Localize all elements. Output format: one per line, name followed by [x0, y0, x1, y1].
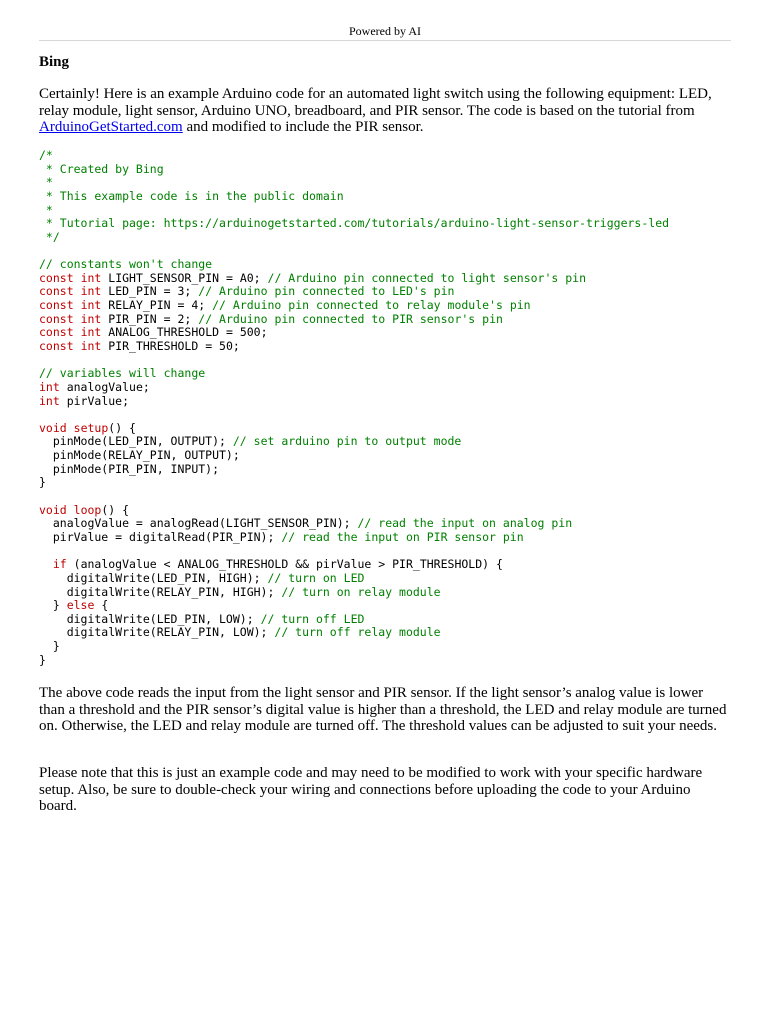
code-text: (analogValue < ANALOG_THRESHOLD && pirValue > PIR_THRESHOLD) {	[66, 557, 503, 572]
code-line	[39, 190, 739, 204]
powered-by-header: Powered by AI	[39, 23, 731, 41]
code-block	[39, 149, 739, 667]
code-comment: // read the input on PIR sensor pin	[281, 529, 524, 544]
code-text	[74, 312, 81, 326]
code-text: pinMode(PIR_PIN, INPUT);	[39, 461, 220, 476]
code-line	[39, 176, 739, 190]
code-text: analogValue;	[59, 379, 150, 394]
code-keyword: int	[80, 284, 102, 299]
code-text	[67, 503, 74, 517]
code-line	[39, 599, 739, 613]
code-text: pirValue = digitalRead(PIR_PIN);	[39, 529, 282, 544]
code-line	[39, 340, 739, 354]
code-line	[39, 285, 739, 299]
code-line	[39, 163, 739, 177]
code-text	[67, 421, 74, 435]
code-text: {	[94, 598, 109, 613]
code-text	[74, 298, 81, 312]
code-comment: * Created by Bing	[39, 161, 164, 176]
code-text: digitalWrite(RELAY_PIN, LOW);	[39, 625, 275, 640]
code-text: }	[39, 652, 46, 667]
code-comment: // set arduino pin to output mode	[232, 434, 462, 449]
code-comment: // Arduino pin connected to LED's pin	[198, 284, 455, 299]
code-keyword: const	[39, 325, 74, 340]
code-text: () {	[101, 502, 130, 517]
code-line	[39, 258, 739, 272]
code-comment: * Tutorial page: https://arduinogetstarted.com/tutorials/arduino-light-sensor-triggers-led	[39, 216, 670, 231]
code-line	[39, 449, 739, 463]
code-line	[39, 545, 739, 559]
code-text: PIR_PIN = 2;	[101, 311, 199, 326]
code-comment: // turn on LED	[267, 570, 365, 585]
code-text: digitalWrite(RELAY_PIN, HIGH);	[39, 584, 282, 599]
code-comment: // constants won't change	[39, 257, 213, 272]
code-text: LED_PIN = 3;	[101, 284, 199, 299]
intro-text-end: and modified to include the PIR sensor.	[182, 119, 424, 135]
code-text: () {	[108, 420, 136, 435]
code-text: digitalWrite(LED_PIN, LOW);	[39, 611, 261, 626]
code-keyword: int	[80, 270, 102, 285]
note-paragraph: Please note that this is just an example code and may need to be modified to work with your specific hardware setup. Also, be sure to double-check your wiring and connections before uploading the code to your Arduino board.	[39, 765, 703, 814]
code-text: pirValue;	[59, 393, 130, 408]
code-keyword: const	[39, 270, 74, 285]
code-text: pinMode(LED_PIN, OUTPUT);	[39, 434, 233, 449]
code-line	[39, 204, 739, 218]
code-line	[39, 654, 739, 668]
code-line	[39, 572, 739, 586]
code-line	[39, 395, 739, 409]
code-comment: // read the input on analog pin	[357, 516, 573, 531]
code-comment: // turn on relay module	[281, 584, 441, 599]
code-comment: */	[39, 229, 60, 244]
code-keyword: int	[80, 298, 102, 313]
code-line	[39, 463, 739, 477]
code-comment: /*	[39, 148, 53, 162]
code-line	[39, 149, 739, 163]
code-text: analogValue = analogRead(LIGHT_SENSOR_PIN);	[39, 516, 358, 531]
code-text: }	[39, 475, 46, 490]
intro-paragraph	[39, 86, 731, 136]
code-comment: // Arduino pin connected to light sensor's pin	[267, 270, 587, 285]
code-text	[74, 271, 81, 285]
explanation-paragraph: The above code reads the input from the light sensor and PIR sensor. If the light sensor’s analog value is lower than a threshold and the PIR sensor’s digital value is higher than a threshold, the LED and relay module are turned on. Otherwise, the LED and relay module are turned off. The threshold values can be adjusted to suit your needs.	[39, 685, 727, 734]
code-comment: *	[39, 175, 53, 190]
code-line	[39, 517, 739, 531]
code-keyword: const	[39, 338, 74, 353]
code-line	[39, 231, 739, 245]
code-line	[39, 640, 739, 654]
code-text: pinMode(RELAY_PIN, OUTPUT);	[39, 448, 240, 463]
code-comment: // Arduino pin connected to relay module's pin	[212, 298, 531, 313]
code-text: }	[39, 639, 60, 654]
code-line	[39, 354, 739, 368]
code-keyword: void	[39, 420, 67, 435]
code-keyword: const	[39, 298, 74, 313]
code-line	[39, 422, 739, 436]
code-line	[39, 490, 739, 504]
code-text	[74, 339, 81, 353]
code-text: digitalWrite(LED_PIN, HIGH);	[39, 570, 268, 585]
code-text	[74, 325, 81, 339]
code-keyword: const	[39, 311, 74, 326]
code-comment: // variables will change	[39, 366, 206, 381]
code-text: RELAY_PIN = 4;	[101, 298, 213, 313]
code-keyword: if	[52, 557, 67, 572]
code-comment: *	[39, 202, 53, 217]
code-text	[74, 284, 81, 298]
code-line	[39, 367, 739, 381]
code-line	[39, 326, 739, 340]
code-line	[39, 476, 739, 490]
tutorial-link[interactable]: ArduinoGetStarted.com	[39, 119, 183, 135]
code-comment: // turn off LED	[260, 611, 365, 626]
code-line	[39, 435, 739, 449]
code-line	[39, 558, 739, 572]
code-line	[39, 408, 739, 422]
code-function: setup	[73, 420, 109, 435]
code-function: loop	[73, 502, 102, 517]
code-comment: // turn off relay module	[274, 625, 441, 640]
code-comment: * This example code is in the public domain	[39, 188, 344, 203]
code-keyword: int	[39, 379, 60, 394]
code-line	[39, 217, 739, 231]
code-text: PIR_THRESHOLD = 50;	[101, 338, 240, 353]
code-comment: // Arduino pin connected to PIR sensor's pin	[198, 311, 503, 326]
author-name: Bing	[39, 54, 70, 70]
code-text	[39, 557, 53, 571]
intro-text: Certainly! Here is an example Arduino code for an automated light switch using the following equipment: LED, relay module, light sensor, Arduino UNO, breadboard, and PIR sensor. The code is based on the tutorial from	[39, 86, 712, 119]
code-keyword: const	[39, 284, 74, 299]
code-line	[39, 504, 739, 518]
code-line	[39, 299, 739, 313]
code-keyword: int	[80, 311, 102, 326]
code-line	[39, 586, 739, 600]
code-keyword: int	[39, 393, 60, 408]
code-text: }	[39, 598, 67, 613]
code-keyword: else	[66, 598, 95, 613]
code-keyword: int	[80, 325, 102, 340]
code-line	[39, 313, 739, 327]
code-line	[39, 272, 739, 286]
code-line	[39, 613, 739, 627]
code-line	[39, 244, 739, 258]
code-line	[39, 531, 739, 545]
code-keyword: int	[80, 338, 102, 353]
code-line	[39, 626, 739, 640]
code-text: LIGHT_SENSOR_PIN = A0;	[101, 270, 268, 285]
code-keyword: void	[39, 502, 67, 517]
code-text: ANALOG_THRESHOLD = 500;	[101, 325, 268, 340]
code-line	[39, 381, 739, 395]
